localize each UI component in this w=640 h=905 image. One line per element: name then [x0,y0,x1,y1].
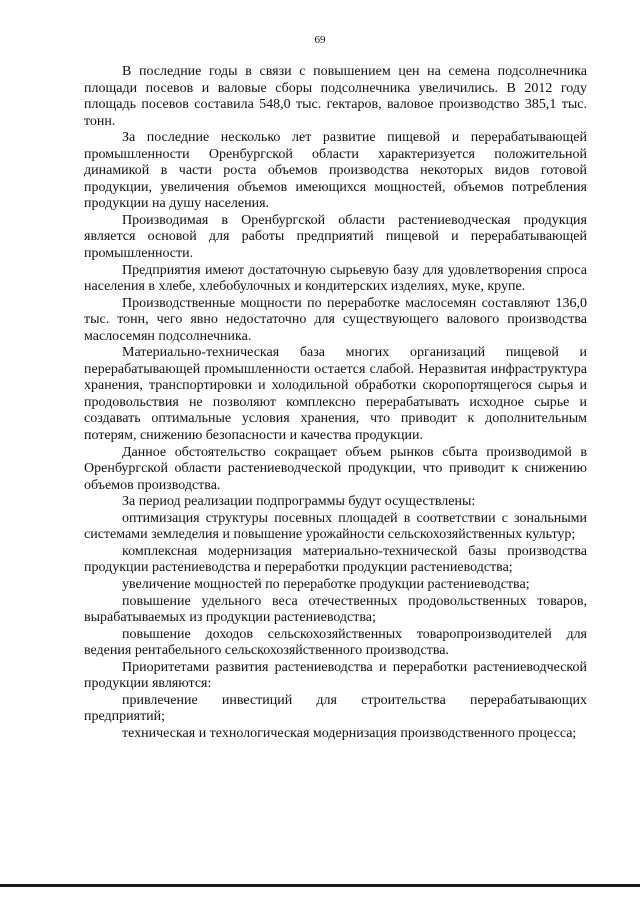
paragraph: Материально-техническая база многих организаций пищевой и перерабатывающей промышленности остается слабой. Неразвитая инфраструктура хранения, транспортировки и холодильной обработки скоропортящегося сырья и продовольствия не позволяют комплексно перерабатывать исходное сырье и создавать оптимальные условия хранения, что приводит к дополнительным потерям, снижению безопасности и качества продукции. [84,345,587,444]
page-number: 69 [314,34,326,46]
list-item: привлечение инвестиций для строительства перерабатывающих предприятий; [84,692,587,725]
list-item: увеличение мощностей по переработке продукции растениеводства; [122,576,530,592]
list-intro: Приоритетами развития растениеводства и переработки растениеводческой продукции являются: [84,659,587,692]
bottom-rule [0,884,640,887]
list-intro: За период реализации подпрограммы будут осуществлены: [122,494,476,510]
paragraph: Данное обстоятельство сокращает объем рынков сбыта производимой в Оренбургской области растениеводческой продукции, что приводит к снижению объемов производства. [84,444,587,493]
paragraph: Предприятия имеют достаточную сырьевую базу для удовлетворения спроса населения в хлебе, хлебобулочных и кондитерских изделиях, муке, крупе. [84,262,587,295]
list-item: техническая и технологическая модернизация производственного процесса; [122,725,577,741]
paragraph: Производственные мощности по переработке маслосемян составляют 136,0 тыс. тонн, чего явно недостаточно для существующего валового производства маслосемян подсолнечника. [84,295,587,344]
paragraph: В последние годы в связи с повышением цен на семена подсолнечника площади посевов и валовые сборы подсолнечника увеличились. В 2012 году площадь посевов составила 548,0 тыс. гектаров, валовое производство 385,1 тыс. тонн. [84,64,587,129]
list-item: оптимизация структуры посевных площадей в соответствии с зональными системами земледелия и повышение урожайности сельскохозяйственных культур; [84,510,587,543]
document-body [84,64,587,742]
list-item: комплексная модернизация материально-технической базы производства продукции растениеводства и переработки продукции растениеводства; [84,543,587,576]
list-item: повышение доходов сельскохозяйственных товаропроизводителей для ведения рентабельного сельскохозяйственного производства. [84,626,587,659]
paragraph: Производимая в Оренбургской области растениеводческая продукция является основой для работы предприятий пищевой и перерабатывающей промышленности. [84,212,587,262]
list-item: повышение удельного веса отечественных продовольственных товаров, вырабатываемых из продукции растениеводства; [84,593,587,626]
paragraph: За последние несколько лет развитие пищевой и перерабатывающей промышленности Оренбургской области характеризуется положительной динамикой в части роста объемов производства некоторых видов готовой продукции, увеличения объемов имеющихся мощностей, объемов потребления продукции на душу населения. [84,130,587,212]
